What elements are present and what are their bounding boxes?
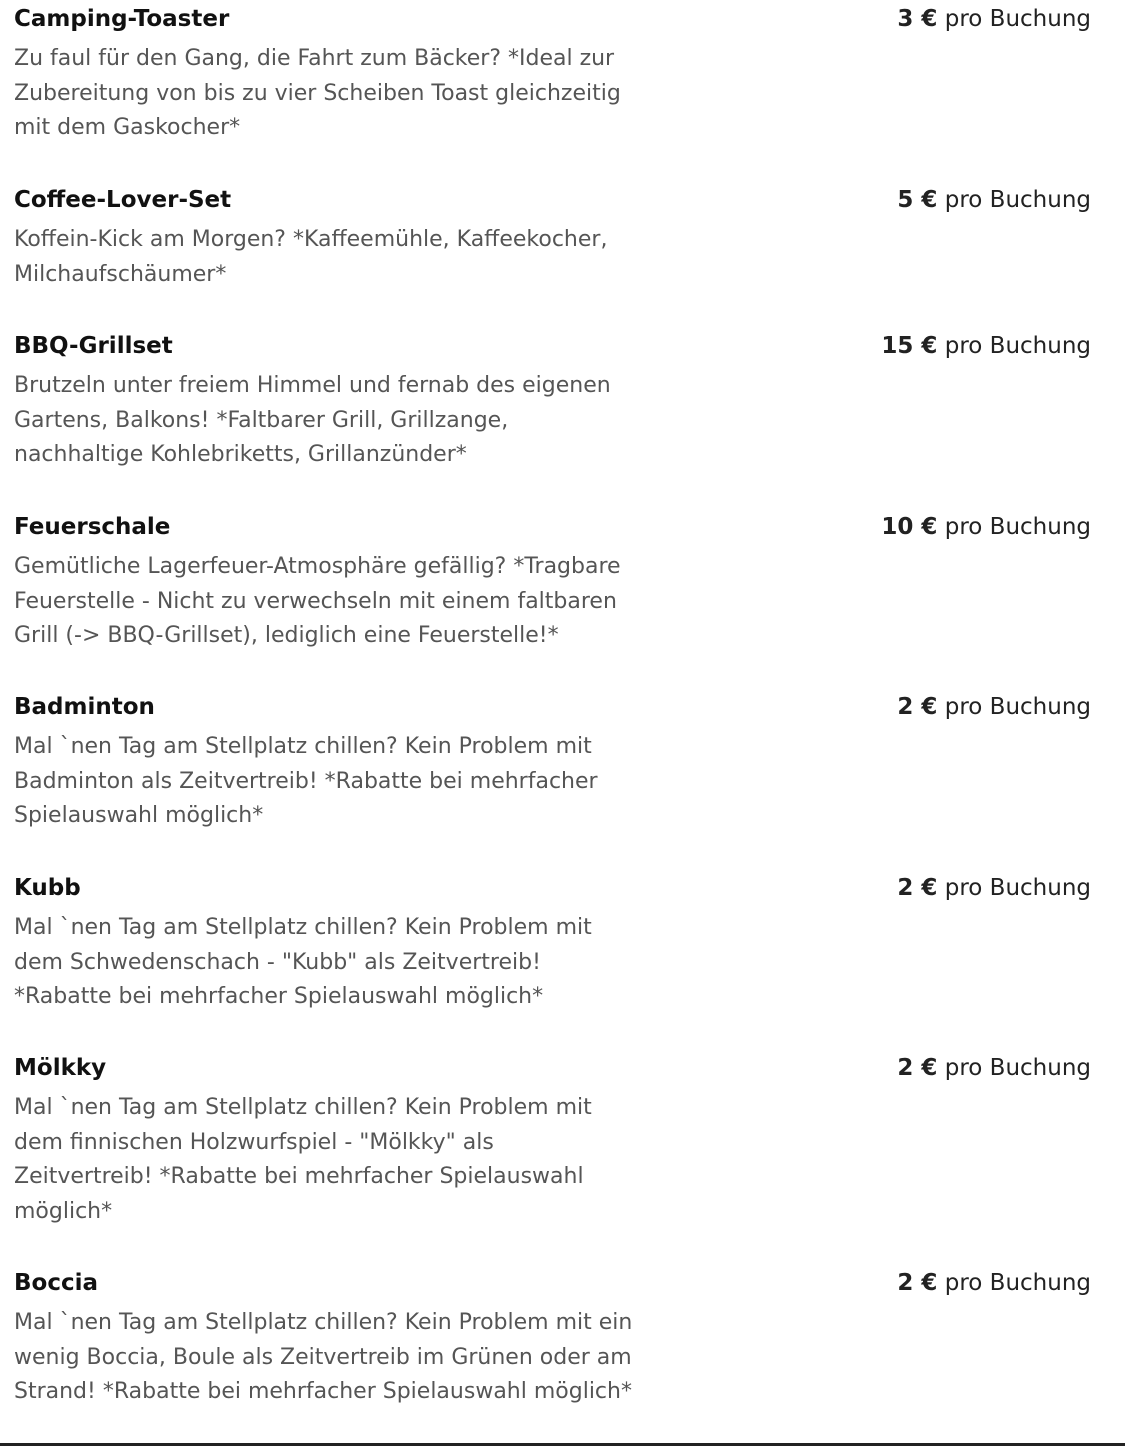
price-amount: 2 €: [897, 694, 938, 720]
price-amount: 2 €: [897, 1270, 938, 1296]
item-price: [881, 510, 1091, 544]
price-unit: pro Buchung: [944, 1270, 1091, 1296]
item-description: Mal `nen Tag am Stellplatz chillen? Kein Problem mit dem Schwedenschach - "Kubb" als Zeitvertreib! *Rabatte bei mehrfacher Spielauswahl möglich*: [14, 915, 592, 1009]
item-description: Mal `nen Tag am Stellplatz chillen? Kein Problem mit dem finnischen Holzwurfspiel - "Mölkky" als Zeitvertreib! *Rabatte bei mehrfacher Spielauswahl möglich*: [14, 1095, 592, 1224]
price-unit: pro Buchung: [944, 6, 1091, 32]
price-unit: pro Buchung: [944, 333, 1091, 359]
item-price: [897, 1266, 1091, 1300]
item-price: [897, 1051, 1091, 1085]
item-description: Gemütliche Lagerfeuer-Atmosphäre gefällig? *Tragbare Feuerstelle - Nicht zu verwechseln mit einem faltbaren Grill (-> BBQ-Grillset), lediglich eine Feuerstelle!*: [14, 554, 621, 648]
price-unit: pro Buchung: [944, 694, 1091, 720]
item-name: Badminton: [14, 694, 155, 720]
price-unit: pro Buchung: [944, 1055, 1091, 1081]
item-price: [897, 2, 1091, 36]
price-unit: pro Buchung: [944, 875, 1091, 901]
item-price: [897, 183, 1091, 217]
item-name: Kubb: [14, 875, 81, 901]
price-amount: 3 €: [897, 6, 938, 32]
item-description: Koffein-Kick am Morgen? *Kaffeemühle, Kaffeekocher, Milchaufschäumer*: [14, 227, 608, 287]
item-name: Camping-Toaster: [14, 6, 230, 32]
price-unit: pro Buchung: [944, 514, 1091, 540]
item-price: [881, 329, 1091, 363]
price-amount: 2 €: [897, 1055, 938, 1081]
item-description: Brutzeln unter freiem Himmel und fernab des eigenen Gartens, Balkons! *Faltbarer Grill, Grillzange, nachhaltige Kohlebriketts, Grillanzünder*: [14, 373, 611, 467]
item-description: Mal `nen Tag am Stellplatz chillen? Kein Problem mit ein wenig Boccia, Boule als Zeitvertreib im Grünen oder am Strand! *Rabatte bei mehrfacher Spielauswahl möglich*: [14, 1310, 633, 1404]
item-name: Boccia: [14, 1270, 99, 1296]
price-amount: 5 €: [897, 187, 938, 213]
item-name: Coffee-Lover-Set: [14, 187, 232, 213]
price-amount: 10 €: [881, 514, 938, 540]
item-description: Zu faul für den Gang, die Fahrt zum Bäcker? *Ideal zur Zubereitung von bis zu vier Scheiben Toast gleichzeitig mit dem Gaskocher*: [14, 46, 621, 140]
item-description: Mal `nen Tag am Stellplatz chillen? Kein Problem mit Badminton als Zeitvertreib! *Rabatte bei mehrfacher Spielauswahl möglich*: [14, 734, 598, 828]
item-name: Mölkky: [14, 1055, 107, 1081]
item-name: BBQ-Grillset: [14, 333, 173, 359]
price-unit: pro Buchung: [944, 187, 1091, 213]
item-name: Feuerschale: [14, 514, 171, 540]
price-amount: 15 €: [881, 333, 938, 359]
item-price: [897, 871, 1091, 905]
item-price: [897, 690, 1091, 724]
price-amount: 2 €: [897, 875, 938, 901]
